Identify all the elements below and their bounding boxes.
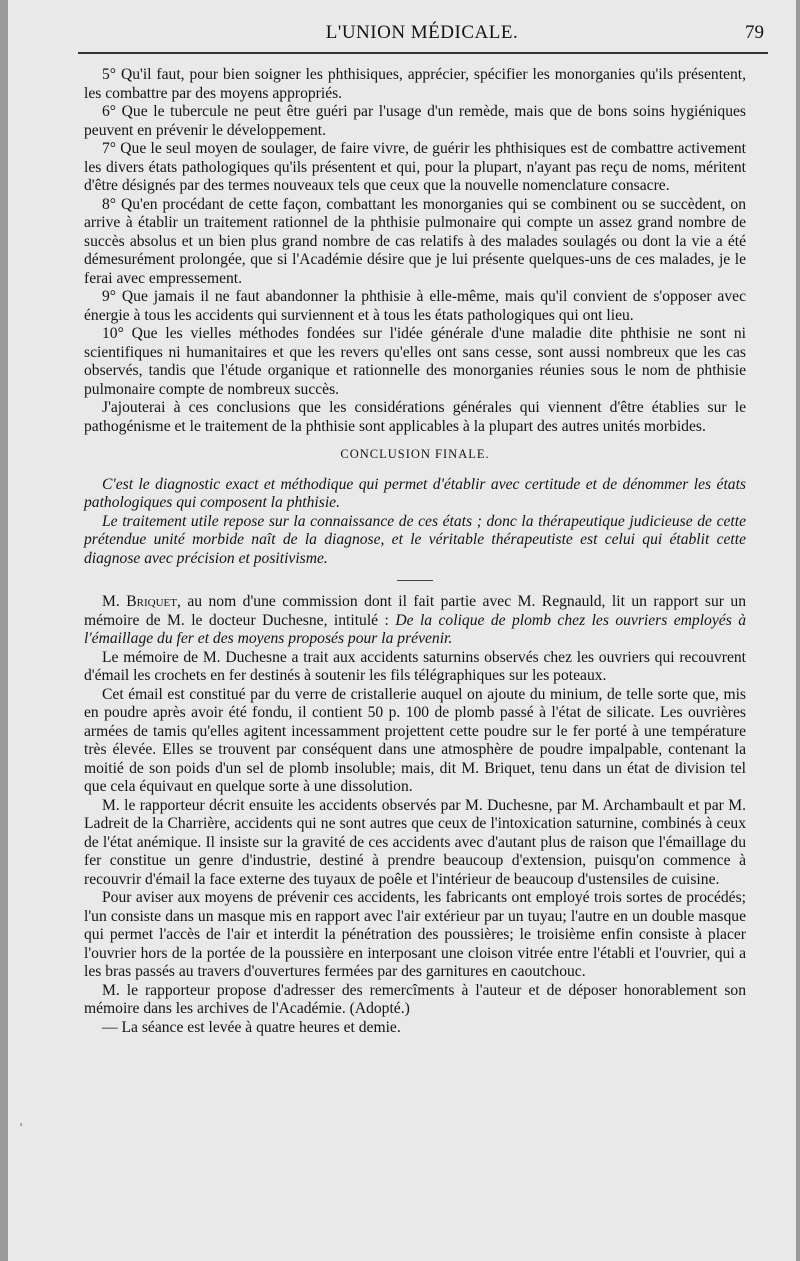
- conclusion-paragraph-1: C'est le diagnostic exact et méthodique qui permet d'établir avec certitude et de dénommer les états pathologiques qui composent la phthisie.: [84, 475, 746, 511]
- point-6: 6° Que le tubercule ne peut être guéri par l'usage d'un remède, mais que de bons soins hygiéniques peuvent en prévenir le développement.: [84, 103, 746, 139]
- point-5: 5° Qu'il faut, pour bien soigner les phthisiques, apprécier, spécifier les monorganies qu'ils présentent, les combattre par des moyens appropriés.: [84, 66, 746, 102]
- book-page: [8, 0, 796, 1261]
- header-rule: [78, 52, 768, 54]
- memoir-title: De la colique de plomb chez les ouvriers employés à l'émaillage du fer et des moyens proposés pour la prévenir.: [84, 611, 747, 647]
- reporter-name: M. Briquet,: [102, 593, 181, 610]
- report-paragraph-3: M. le rapporteur décrit ensuite les accidents observés par M. Duchesne, par M. Archambault et par M. Ladreit de la Charrière, accidents qui ne sont autres que ceux de l'intoxication saturnine, combinés à ceux de l'état anémique. Il insiste sur la gravité de ces accidents avec d'autant plus de raison que l'émaillage du fer constitue un genre d'industrie, destiné à prendre beaucoup d'extension, puisqu'on commence à recouvrir d'émail la face externe des tuyaux de poêle et l'intérieur de beaucoup d'ustensiles de cuisine.: [84, 796, 746, 888]
- text-body: [84, 66, 746, 1037]
- report-intro: [84, 593, 746, 649]
- section-separator: [397, 580, 433, 581]
- journal-title: L'UNION MÉDICALE.: [325, 22, 519, 43]
- additional-remark: J'ajouterai à ces conclusions que les considérations générales qui viennent d'être établies sur le pathogénisme et le traitement de la phthisie sont applicables à la plupart des autres unités morbides.: [84, 399, 746, 435]
- point-10: 10° Que les vielles méthodes fondées sur l'idée générale d'une maladie dite phthisie ne sont ni scientifiques ni humanitaires et que les revers qu'elles ont sans cesse, sont aussi nombreux que les cas observés, tandis que l'étude organique et rationnelle des monorganies réunies sous le nom de phthisie pulmonaire compte de nombreux succès.: [84, 325, 746, 398]
- page-number: 79: [745, 22, 764, 43]
- session-closing: — La séance est levée à quatre heures et demie.: [102, 1018, 401, 1036]
- report-paragraph-5: M. le rapporteur propose d'adresser des remercîments à l'auteur et de déposer honorablement son mémoire dans les archives de l'Académie. (Adopté.): [84, 981, 746, 1017]
- margin-mark: ': [20, 1120, 23, 1134]
- point-9: 9° Que jamais il ne faut abandonner la phthisie à elle-même, mais qu'il convient de s'opposer avec énergie à tous les accidents qui surviennent et à tous les états pathologiques qui ont lieu.: [84, 288, 746, 324]
- point-8: 8° Qu'en procédant de cette façon, combattant les monorganies qui se combinent ou se succèdent, on arrive à établir un traitement rationnel de la phthisie pulmonaire qui compte un assez grand nombre de succès absolus et un bien plus grand nombre de cas relatifs à des malades soulagés ou dont la vie a été démesurément prolongée, que si l'Académie désire que je lui présente quelques-uns de ces malades, je le ferai avec empressement.: [84, 195, 746, 287]
- conclusion-paragraph-2: Le traitement utile repose sur la connaissance de ces états ; donc la thérapeutique judicieuse de cette prétendue unité morbide naît de la diagnose, et le véritable thérapeutiste est celui qui établit cette diagnose avec précision et positivisme.: [84, 512, 746, 567]
- report-intro-text: au nom d'une commission dont il fait partie avec M. Regnauld, lit un rapport sur un mémoire de M. le docteur Duchesne, intitulé :: [84, 593, 747, 629]
- report-paragraph-4: Pour aviser aux moyens de prévenir ces accidents, les fabricants ont employé trois sortes de procédés; l'un consiste dans un masque mis en rapport avec l'air extérieur par un tuyau; l'autre en un double masque qui permet l'accès de l'air et interdit la pénétration des poussières; le troisième enfin consiste à placer l'ouvrier hors de la portée de la poussière en interposant une cloison vitrée entre l'établi et l'ouvrier, qui a les bras passés au travers d'ouvertures fermées par des garnitures en caoutchouc.: [84, 889, 746, 980]
- report-paragraph-1: Le mémoire de M. Duchesne a trait aux accidents saturnins observés chez les ouvriers qui recouvrent d'émail les crochets en fer destinés à soutenir les fils télégraphiques sur les poteaux.: [84, 648, 746, 684]
- report-paragraph-2: Cet émail est constitué par du verre de cristallerie auquel on ajoute du minium, de telle sorte que, mis en poudre après avoir été fondu, il contient 50 p. 100 de plomb passé à l'état de silicate. Les ouvrières armées de tamis qu'elles agitent incessamment projettent cette poudre sur le fer porté à une température très élevée. Elles se trouvent par conséquent dans une atmosphère de poudre impalpable, contenant la moitié de son poids d'un sel de plomb insoluble; mais, dit M. Briquet, tenu dans un état de division tel que cela équivaut en quelque sorte à une dissolution.: [84, 685, 746, 795]
- point-7: 7° Que le seul moyen de soulager, de faire vivre, de guérir les phthisiques est de combattre activement les divers états pathologiques qu'ils présentent et qui, pour la plupart, n'ayant pas reçu de noms, méritent d'être désignés par des termes nouveaux tels que ceux que la nouvelle nomenclature consacre.: [84, 140, 746, 194]
- conclusion-heading: CONCLUSION FINALE.: [340, 447, 490, 461]
- running-header: [78, 22, 766, 46]
